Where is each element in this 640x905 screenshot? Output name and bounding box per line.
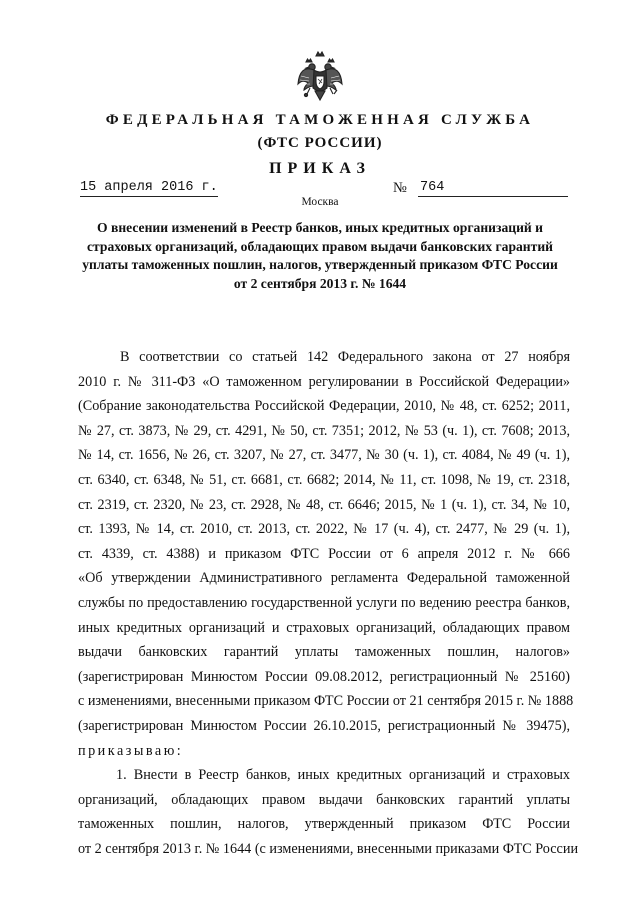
order-directive: приказываю: [78,742,184,759]
body-line: ст. 6340, ст. 6348, № 51, ст. 6681, ст. 6682; 2014, № 11, ст. 1098, № 19, ст. 2318, [78,472,570,488]
body-line: ст. 2319, ст. 2320, № 23, ст. 2928, № 48, ст. 6646; 2015, № 1 (ч. 1), ст. 34, № 10, [78,496,570,513]
body-line: ст. 4339, ст. 4388) и приказом ФТС России от 6 апреля 2012 г. № 666 [78,545,570,562]
body-line: № 14, ст. 1656, № 26, ст. 3207, № 27, ст. 3477, № 30 (ч. 1), ст. 4084, № 49 (ч. 1), [78,447,570,464]
body-line: ст. 1393, № 14, ст. 2010, ст. 2013, ст. 2022, № 17 (ч. 4), ст. 2477, № 29 (ч. 1), [78,521,570,538]
order-number: 764 [420,180,445,195]
title-line: О внесении изменений в Реестр банков, иных кредитных организаций и [97,220,543,235]
body-line: организаций, обладающих правом выдачи банковских гарантий уплаты [78,791,570,808]
order-date: 15 апреля 2016 г. [80,180,218,195]
body-line: от 2 сентября 2013 г. № 1644 (с изменениями, внесенными приказами ФТС России [78,841,579,857]
body-line: (зарегистрирован Минюстом России 26.10.2015, регистрационный № 39475), [78,718,570,734]
body-line: № 27, ст. 3873, № 29, ст. 4291, № 50, ст. 7351; 2012, № 53 (ч. 1), ст. 7608; 2013, [78,422,570,439]
order-number-label: № [393,180,407,196]
body-line: (зарегистрирован Минюстом России 09.08.2012, регистрационный № 25160) [78,668,570,685]
title-line: от 2 сентября 2013 г. № 1644 [233,275,407,291]
coat-of-arms-icon [296,50,344,104]
body-line: 1. Внести в Реестр банков, иных кредитных организаций и страховых [116,767,570,784]
body-line: «Об утверждении Административного регламента Федеральной таможенной [78,570,570,587]
body-line: таможенных пошлин, налогов, утвержденный приказом ФТС России [78,816,570,833]
order-title [70,219,570,293]
title-line: уплаты таможенных пошлин, налогов, утвержденный приказом ФТС России [82,257,558,272]
body-line: иных кредитных организаций и страховых организаций, обладающих правом [78,619,570,636]
agency-abbreviation: (ФТС РОССИИ) [257,135,383,151]
body-line: 2010 г. № 311-ФЗ «О таможенном регулировании в Российской Федерации» [78,373,570,390]
agency-name: ФЕДЕРАЛЬНАЯ ТАМОЖЕННАЯ СЛУЖБА [105,112,535,128]
document-type: ПРИКАЗ [269,160,371,177]
body-line: (Собрание законодательства Российской Федерации, 2010, № 48, ст. 6252; 2011, [78,398,570,415]
title-line: страховых организаций, обладающих правом выдачи банковских гарантий [87,238,553,254]
body-line: службы по предоставлению государственной услуги по ведению реестра банков, [78,595,570,611]
body-line: с изменениями, внесенными приказом ФТС России от 21 сентября 2015 г. № 1888 [78,693,574,710]
body-line: В соответствии со статьей 142 Федерального закона от 27 ноября [120,349,570,365]
body-line: выдачи банковских гарантий уплаты таможенных пошлин, налогов» [78,644,570,661]
city: Москва [301,196,339,208]
